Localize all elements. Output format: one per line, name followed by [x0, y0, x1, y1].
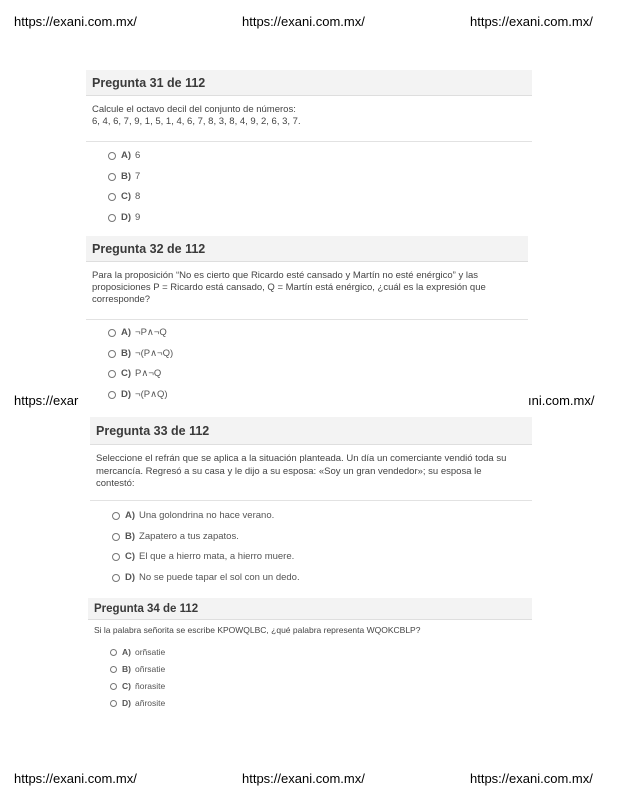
- option-letter: D): [122, 698, 131, 708]
- option-letter: B): [125, 531, 136, 542]
- question-card-33: [90, 417, 532, 591]
- option-letter: A): [125, 510, 136, 521]
- option-d[interactable]: [110, 698, 165, 708]
- option-c[interactable]: [108, 368, 161, 379]
- radio-button[interactable]: [110, 683, 117, 690]
- watermark-url-bottom-right: https://exani.com.mx/: [470, 771, 593, 786]
- radio-button[interactable]: [112, 574, 120, 582]
- option-c[interactable]: [108, 191, 140, 202]
- question-stem-line: Seleccione el refrán que se aplica a la situación planteada. Un día un comerciante vendió toda su: [96, 453, 507, 464]
- option-letter: B): [121, 171, 132, 182]
- radio-button[interactable]: [108, 370, 116, 378]
- option-text: ¬P∧¬Q: [135, 327, 167, 338]
- option-a[interactable]: [108, 150, 140, 161]
- option-text: ¬(P∧Q): [135, 389, 168, 400]
- question-stem-line: 6, 4, 6, 7, 9, 1, 5, 1, 4, 6, 7, 8, 3, 8, 4, 9, 2, 6, 3, 7.: [92, 116, 301, 127]
- option-c[interactable]: [112, 551, 294, 562]
- option-letter: C): [121, 368, 132, 379]
- option-c[interactable]: [110, 681, 165, 691]
- watermark-url-top-right: https://exani.com.mx/: [470, 14, 593, 29]
- option-a[interactable]: [108, 327, 167, 338]
- option-letter: A): [121, 150, 132, 161]
- option-text: ñorasite: [134, 681, 166, 691]
- option-text: 6: [135, 150, 141, 161]
- radio-button[interactable]: [108, 329, 116, 337]
- option-d[interactable]: [112, 572, 300, 583]
- question-stem-line: Para la proposición “No es cierto que Ricardo esté cansado y Martín no esté enérgico” y las: [92, 270, 479, 281]
- radio-button[interactable]: [110, 700, 117, 707]
- question-stem: [86, 96, 532, 142]
- option-letter: C): [122, 681, 131, 691]
- watermark-url-middle-right: ıni.com.mx/: [528, 393, 595, 408]
- watermark-url-bottom-left: https://exani.com.mx/: [14, 771, 137, 786]
- answer-options: [86, 142, 532, 232]
- radio-button[interactable]: [108, 193, 116, 201]
- option-text: oñrsatie: [134, 664, 166, 674]
- option-letter: D): [121, 389, 132, 400]
- radio-button[interactable]: [108, 214, 116, 222]
- question-stem: [88, 620, 532, 644]
- watermark-url-top-center: https://exani.com.mx/: [242, 14, 365, 29]
- option-text: 8: [135, 191, 141, 202]
- question-card-32: [86, 236, 528, 412]
- option-b[interactable]: [108, 348, 173, 359]
- question-title: Pregunta 33 de 112: [90, 417, 532, 445]
- option-letter: C): [121, 191, 132, 202]
- radio-button[interactable]: [108, 152, 116, 160]
- option-text: 7: [135, 171, 141, 182]
- radio-button[interactable]: [112, 553, 120, 561]
- option-b[interactable]: [110, 664, 165, 674]
- option-text: P∧¬Q: [135, 368, 162, 379]
- radio-button[interactable]: [108, 173, 116, 181]
- radio-button[interactable]: [108, 350, 116, 358]
- question-card-31: [86, 70, 532, 232]
- option-text: Una golondrina no hace verano.: [139, 510, 275, 521]
- option-b[interactable]: [108, 171, 140, 182]
- option-a[interactable]: [112, 510, 274, 521]
- answer-options: [88, 644, 532, 734]
- option-letter: A): [121, 327, 132, 338]
- option-letter: D): [121, 212, 132, 223]
- option-d[interactable]: [108, 389, 168, 400]
- option-b[interactable]: [112, 531, 239, 542]
- question-stem-line: proposiciones P = Ricardo está cansado, Q = Martín está enérgico, ¿cuál es la expresión que: [92, 282, 486, 293]
- option-letter: D): [125, 572, 136, 583]
- option-text: orñsatie: [134, 647, 166, 657]
- option-letter: A): [122, 647, 131, 657]
- radio-button[interactable]: [108, 391, 116, 399]
- question-card-34: [88, 598, 532, 734]
- option-text: No se puede tapar el sol con un dedo.: [139, 572, 300, 583]
- option-d[interactable]: [108, 212, 140, 223]
- option-text: 9: [135, 212, 141, 223]
- watermark-url-bottom-center: https://exani.com.mx/: [242, 771, 365, 786]
- question-title: Pregunta 34 de 112: [88, 598, 532, 620]
- question-title: Pregunta 32 de 112: [86, 236, 528, 262]
- question-stem-line: Si la palabra señorita se escribe KPOWQLBC, ¿qué palabra representa WQOKCBLP?: [94, 625, 421, 635]
- radio-button[interactable]: [110, 649, 117, 656]
- option-text: El que a hierro mata, a hierro muere.: [139, 551, 295, 562]
- watermark-url-top-left: https://exani.com.mx/: [14, 14, 137, 29]
- option-letter: B): [122, 664, 131, 674]
- question-stem-line: corresponde?: [92, 294, 151, 305]
- radio-button[interactable]: [112, 512, 120, 520]
- option-text: añrosite: [134, 698, 166, 708]
- question-stem: [86, 262, 528, 320]
- question-stem-line: Calcule el octavo decil del conjunto de números:: [92, 104, 296, 115]
- question-title: Pregunta 31 de 112: [86, 70, 532, 96]
- option-a[interactable]: [110, 647, 165, 657]
- question-stem-line: mercancía. Regresó a su casa y le dijo a su esposa: «Soy un gran vendedor»; su esposa le: [96, 465, 482, 477]
- answer-options: [90, 501, 532, 591]
- radio-button[interactable]: [110, 666, 117, 673]
- question-stem-line: contestó:: [96, 478, 135, 489]
- option-text: ¬(P∧¬Q): [135, 348, 174, 359]
- radio-button[interactable]: [112, 533, 120, 541]
- option-letter: B): [121, 348, 132, 359]
- watermark-url-middle-left: https://exar: [14, 393, 79, 408]
- answer-options: [86, 320, 528, 412]
- option-text: Zapatero a tus zapatos.: [139, 531, 239, 542]
- option-letter: C): [125, 551, 136, 562]
- question-stem: [90, 445, 532, 501]
